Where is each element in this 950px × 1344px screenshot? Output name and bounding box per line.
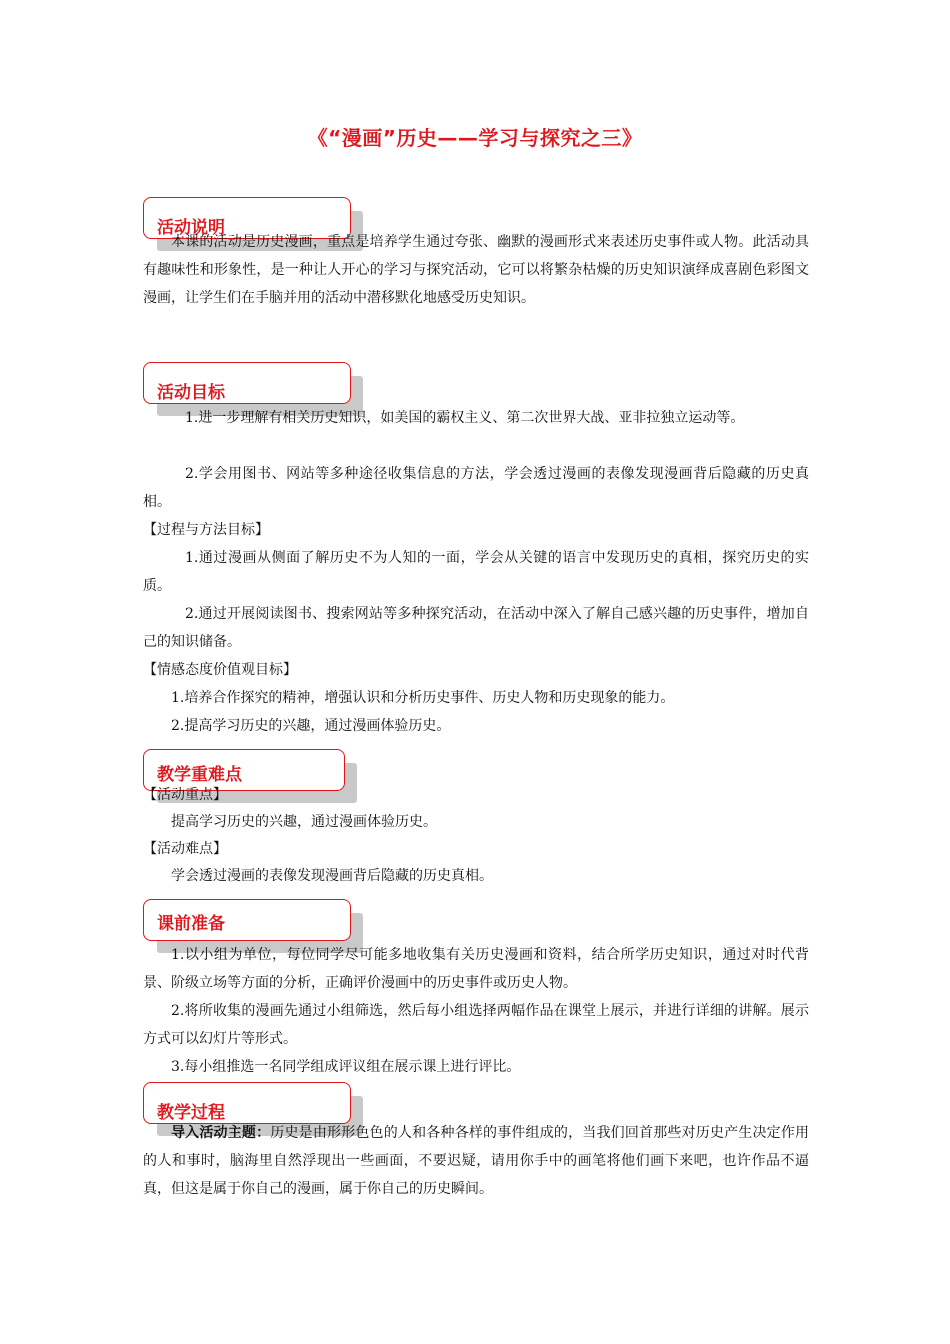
subheading: 【情感态度价值观目标】 (143, 662, 297, 678)
section-header-teaching-process (143, 1082, 351, 1124)
paragraph: 提高学习历史的兴趣，通过漫画体验历史。 (171, 814, 437, 830)
subheading: 【活动重点】 (143, 787, 227, 803)
paragraph: 1.培养合作探究的精神，增强认识和分析历史事件、历史人物和历史现象的能力。 (171, 690, 675, 706)
paragraph: 学会透过漫画的表像发现漫画背后隐藏的历史真相。 (171, 868, 493, 884)
paragraph: 2.学会用图书、网站等多种途径收集信息的方法，学会透过漫画的表像发现漫画背后隐藏的历史真相。 (143, 466, 809, 510)
paragraph: 2.将所收集的漫画先通过小组筛选，然后每小组选择两幅作品在课堂上展示，并进行详细的讲解。展示方式可以幻灯片等形式。 (143, 1003, 809, 1047)
section-header-label: 活动目标 (157, 383, 225, 403)
section-header-activity-goals (143, 362, 351, 404)
subheading: 【活动难点】 (143, 841, 227, 857)
section-header-preparation (143, 899, 351, 941)
paragraph: 1.以小组为单位，每位同学尽可能多地收集有关历史漫画和资料，结合所学历史知识，通过对时代背景、阶级立场等方面的分析，正确评价漫画中的历史事件或历史人物。 (143, 947, 809, 991)
document-title: 《“漫画”历史——学习与探究之三》 (307, 126, 643, 150)
section-header-label: 教学过程 (157, 1103, 225, 1123)
section-header-label: 教学重难点 (157, 765, 242, 785)
lead-in-text: 历史是由形形色色的人和各种各样的事件组成的，当我们回首那些对历史产生决定作用的人和事时，脑海里自然浮现出一些画面，不要迟疑，请用你手中的画笔将他们画下来吧，也许作品不逼真，但这是属于你自己的漫画，属于你自己的历史瞬间。 (143, 1125, 810, 1197)
paragraph: 本课的活动是历史漫画，重点是培养学生通过夸张、幽默的漫画形式来表述历史事件或人物。此活动具有趣味性和形象性，是一种让人开心的学习与探究活动，它可以将繁杂枯燥的历史知识演绎成喜剧色彩图文漫画，让学生们在手脑并用的活动中潜移默化地感受历史知识。 (143, 234, 809, 306)
paragraph: 1.进一步理解有相关历史知识，如美国的霸权主义、第二次世界大战、亚非拉独立运动等。 (185, 410, 745, 426)
subheading: 【过程与方法目标】 (143, 522, 269, 538)
paragraph: 2.提高学习历史的兴趣，通过漫画体验历史。 (171, 718, 451, 734)
section-header-label: 课前准备 (157, 914, 225, 934)
paragraph: 3.每小组推选一名同学组成评议组在展示课上进行评比。 (171, 1059, 521, 1075)
paragraph: 2.通过开展阅读图书、搜索网站等多种探究活动，在活动中深入了解自己感兴趣的历史事件，增加自己的知识储备。 (143, 606, 809, 650)
section-header-label: 活动说明 (157, 218, 225, 238)
lead-in-label: 导入活动主题： (171, 1125, 271, 1141)
paragraph: 1.通过漫画从侧面了解历史不为人知的一面，学会从关键的语言中发现历史的真相，探究历史的实质。 (143, 550, 809, 594)
paragraph (143, 1119, 809, 1203)
